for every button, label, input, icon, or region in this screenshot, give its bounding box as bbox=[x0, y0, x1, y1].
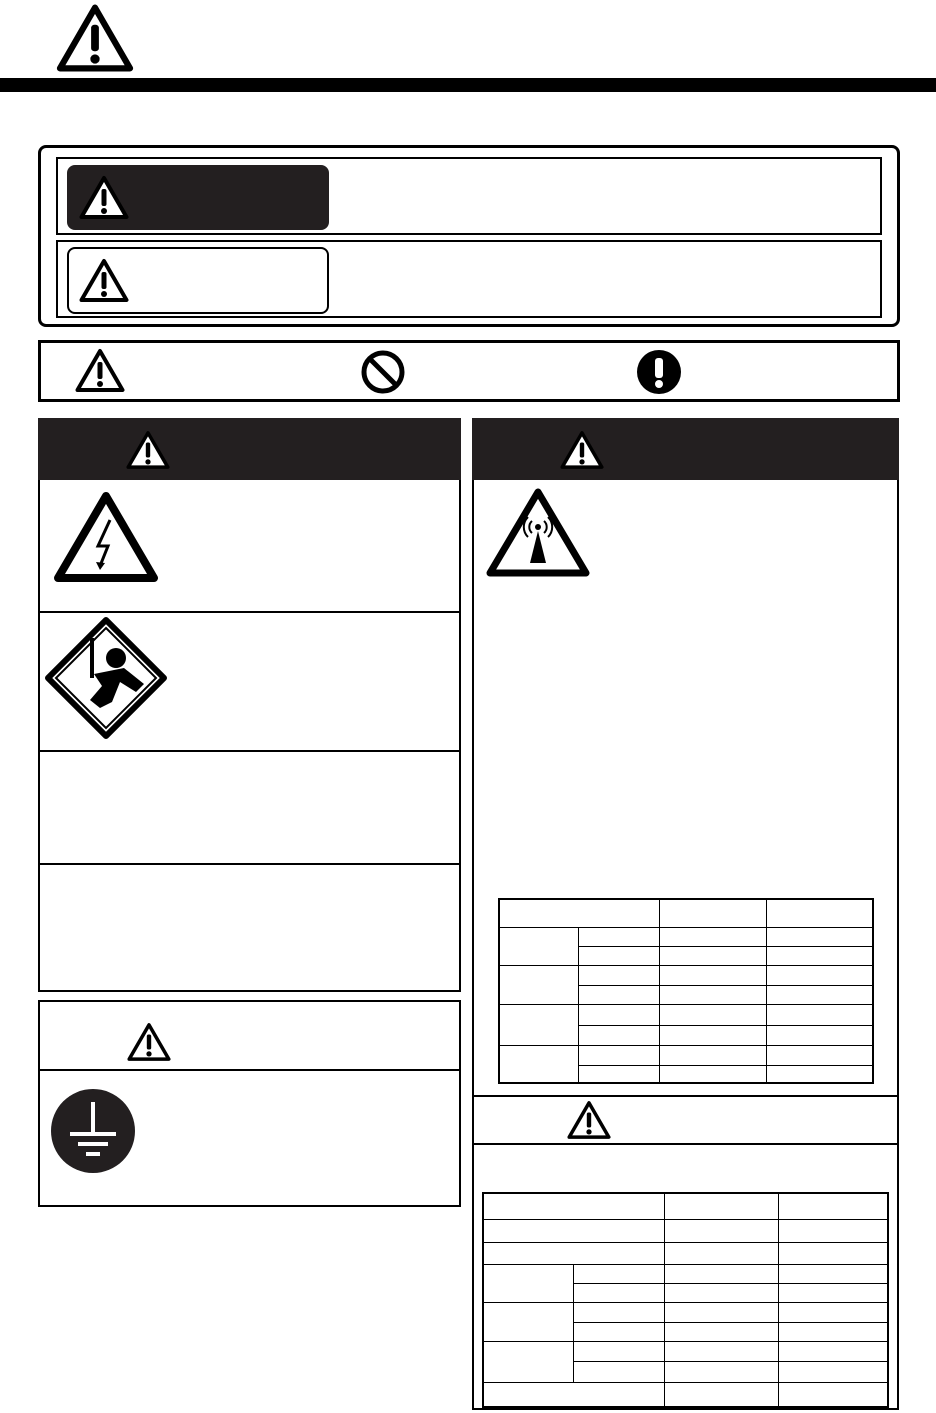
warning-label-icon bbox=[79, 175, 129, 220]
table-cell bbox=[579, 985, 660, 1004]
table-cell bbox=[659, 899, 766, 927]
table-cell bbox=[483, 1302, 574, 1341]
table-cell bbox=[499, 927, 579, 965]
electric-shock-icon bbox=[52, 490, 160, 584]
table-cell bbox=[483, 1264, 574, 1302]
radio-wave-hazard-icon bbox=[484, 487, 592, 579]
table-cell bbox=[659, 985, 766, 1004]
table-cell bbox=[779, 1322, 888, 1341]
table-cell bbox=[579, 927, 660, 946]
table-cell bbox=[767, 985, 873, 1004]
table-cell bbox=[664, 1322, 778, 1341]
table-cell bbox=[767, 1065, 873, 1083]
table-cell bbox=[483, 1219, 664, 1242]
section-divider bbox=[38, 750, 461, 752]
table-cell bbox=[664, 1193, 778, 1219]
table-cell bbox=[579, 1045, 660, 1065]
mandatory-action-icon bbox=[636, 349, 682, 395]
warning-triangle-icon bbox=[75, 348, 125, 393]
table-cell bbox=[664, 1341, 778, 1361]
header-rule bbox=[0, 78, 936, 92]
section-divider bbox=[38, 611, 461, 613]
table-cell bbox=[499, 1045, 579, 1083]
table-cell bbox=[574, 1283, 665, 1302]
table-cell bbox=[779, 1264, 888, 1283]
table-cell bbox=[579, 1025, 660, 1045]
table-cell bbox=[579, 965, 660, 985]
table-cell bbox=[779, 1382, 888, 1407]
table-cell bbox=[574, 1322, 665, 1341]
table-cell bbox=[659, 965, 766, 985]
table-cell bbox=[779, 1283, 888, 1302]
header-warning-icon bbox=[55, 3, 135, 73]
ground-icon bbox=[50, 1088, 136, 1174]
table-cell bbox=[659, 1004, 766, 1025]
table-cell bbox=[664, 1382, 778, 1407]
table-cell bbox=[483, 1193, 664, 1219]
table-cell bbox=[664, 1283, 778, 1302]
table-cell bbox=[664, 1264, 778, 1283]
table-cell bbox=[664, 1242, 778, 1264]
table-cell bbox=[779, 1361, 888, 1382]
table-cell bbox=[664, 1302, 778, 1322]
section-divider bbox=[472, 1095, 899, 1097]
table-cell bbox=[779, 1242, 888, 1264]
prohibition-circle-icon bbox=[360, 349, 406, 395]
table-cell bbox=[659, 1045, 766, 1065]
table-cell bbox=[579, 946, 660, 965]
table-cell bbox=[659, 927, 766, 946]
left-warning-header-icon bbox=[126, 430, 170, 470]
fall-hazard-icon bbox=[44, 616, 168, 740]
table-cell bbox=[499, 899, 659, 927]
table-cell bbox=[779, 1219, 888, 1242]
right-caution-header-icon bbox=[567, 1100, 611, 1140]
right-warning-table bbox=[498, 898, 874, 1084]
table-cell bbox=[767, 899, 873, 927]
section-divider bbox=[38, 863, 461, 865]
right-caution-table bbox=[482, 1192, 889, 1408]
table-cell bbox=[574, 1302, 665, 1322]
table-cell bbox=[579, 1065, 660, 1083]
warning-label-block bbox=[67, 165, 329, 230]
table-cell bbox=[574, 1341, 665, 1361]
right-warning-header bbox=[472, 418, 899, 480]
symbols-row bbox=[38, 340, 900, 402]
table-cell bbox=[767, 1025, 873, 1045]
table-cell bbox=[483, 1341, 574, 1382]
table-cell bbox=[767, 965, 873, 985]
table-cell bbox=[659, 1025, 766, 1045]
table-cell bbox=[767, 1045, 873, 1065]
table-cell bbox=[767, 946, 873, 965]
right-warning-header-icon bbox=[560, 430, 604, 470]
table-cell bbox=[659, 1065, 766, 1083]
section-divider bbox=[38, 1069, 461, 1071]
table-cell bbox=[659, 946, 766, 965]
table-cell bbox=[767, 1004, 873, 1025]
table-cell bbox=[779, 1341, 888, 1361]
table-cell bbox=[664, 1219, 778, 1242]
table-cell bbox=[483, 1242, 664, 1264]
table-cell bbox=[499, 1004, 579, 1045]
left-warning-header bbox=[38, 418, 461, 480]
caution-label-block bbox=[67, 247, 329, 314]
caution-label-icon bbox=[79, 258, 129, 303]
table-cell bbox=[579, 1004, 660, 1025]
table-cell bbox=[574, 1264, 665, 1283]
table-cell bbox=[483, 1382, 664, 1407]
section-divider bbox=[472, 1143, 899, 1145]
table-cell bbox=[779, 1193, 888, 1219]
table-cell bbox=[779, 1302, 888, 1322]
table-cell bbox=[664, 1361, 778, 1382]
left-caution-header-icon bbox=[127, 1022, 171, 1062]
table-cell bbox=[767, 927, 873, 946]
table-cell bbox=[499, 965, 579, 1004]
table-cell bbox=[574, 1361, 665, 1382]
